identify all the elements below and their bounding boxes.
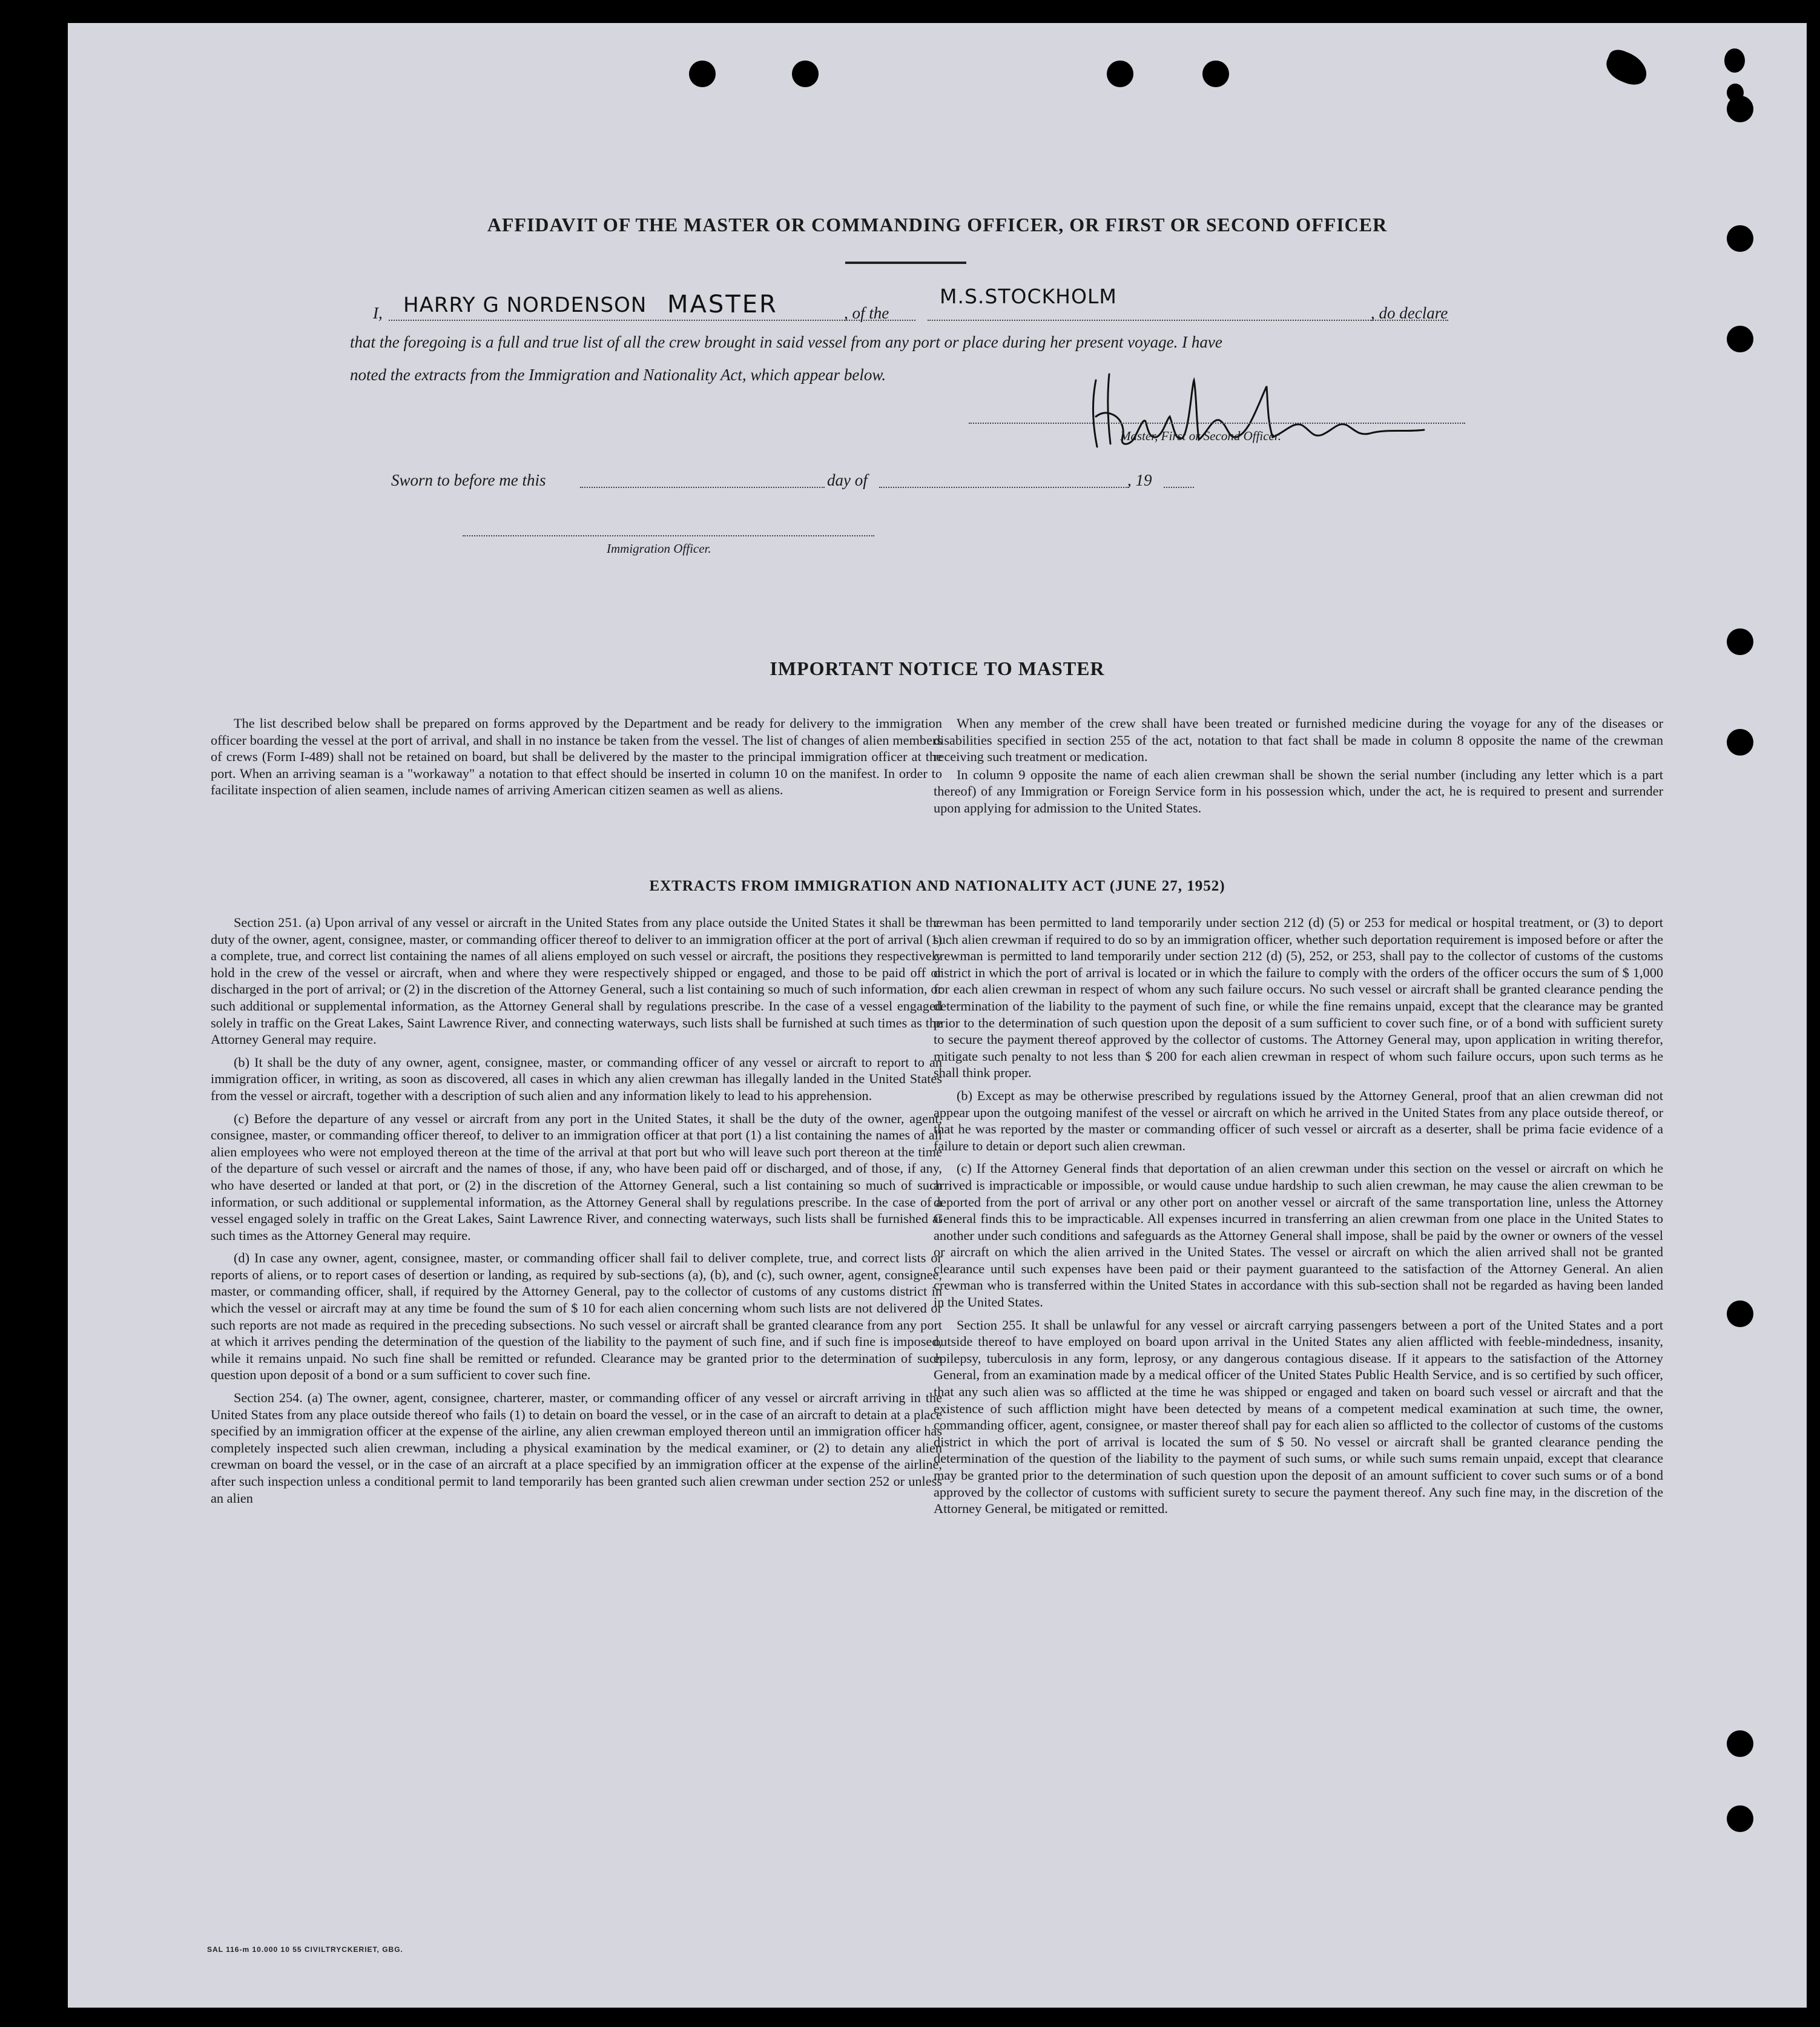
notice-right-column (934, 715, 1663, 823)
punch-hole (1727, 729, 1753, 756)
extract-paragraph: (d) In case any owner, agent, consignee, master, or commanding officer shall fail to deliver complete, true, and correct lists or reports of aliens, or to report cases of desertion or landing, as required by sub-sections (a), (b), and (c), such owner, agent, consignee, master, or commanding officer, shall, if required by the Attorney General, pay to the collector of customs of any customs district in which the vessel or aircraft may at any time be found the sum of $ 10 for each alien concerning whom such lists are not delivered or such reports are not made as required in the preceding subsections. No such vessel or aircraft shall be granted clearance from any port at which it arrives pending the determination of the question of the liability to the payment of such fine, and if such fine is imposed, while it remains unpaid. No such fine shall be remitted or refunded. Clearance may be granted prior to the determination of such question upon deposit of a bond or a sum sufficient to cover such fine. (211, 1250, 942, 1383)
punch-hole (1202, 61, 1229, 87)
punch-hole (1107, 61, 1133, 87)
punch-hole (1727, 1300, 1753, 1327)
notice-title: IMPORTANT NOTICE TO MASTER (770, 658, 1105, 679)
immigration-officer-line (463, 535, 874, 536)
title-divider (845, 262, 966, 264)
punch-hole (792, 61, 819, 87)
notice-paragraph: The list described below shall be prepared on forms approved by the Department and be ready for delivery to the immigration officer boarding the vessel at the port of arrival, and shall in no instance be taken from the vessel. The list of changes of alien members of crews (Form I-489) shall not be retained on board, but shall be delivered by the master to the principal immigration officer at the port. When an arriving seaman is a "workaway" a notation to that effect should be inserted in column 10 on the manifest. In order to facilitate inspection of alien seamen, include names of arriving American citizen seamen as well as aliens. (211, 716, 942, 798)
signature-line (969, 423, 1465, 424)
declarant-rank: MASTER (667, 291, 778, 318)
form-code: SAL 116-m 10.000 10 55 CIVILTRYCKERIET, GBG. (207, 1945, 403, 1954)
corner-smudge (1602, 47, 1652, 90)
document-sheet (68, 23, 1807, 2008)
punch-hole (1727, 1805, 1753, 1832)
punch-hole (1727, 1730, 1753, 1757)
corner-smudge (1724, 48, 1745, 73)
declarant-name: HARRY G NORDENSON (403, 293, 647, 317)
affidavit-line-2: that the foregoing is a full and true list of all the crew brought in said vessel from any port or place during her present voyage. I have (350, 333, 1222, 351)
punch-hole (689, 61, 716, 87)
master-signature (1085, 362, 1448, 459)
immigration-officer-caption: Immigration Officer. (607, 541, 711, 556)
sworn-year-line (1164, 487, 1194, 488)
extracts-left-column (211, 914, 942, 1512)
year-label: , 19 (1127, 471, 1152, 489)
punch-hole (1727, 326, 1753, 352)
of-the-label: , of the (844, 304, 889, 322)
extract-paragraph: (b) Except as may be otherwise prescribed by regulations issued by the Attorney General, proof that an alien crewman did not appear upon the outgoing manifest of the vessel or aircraft on which he arrived in the United States from any place outside thereof, or that he was reported by the master or commanding officer of such vessel or aircraft as a deserter, shall be prima facie evidence of a failure to detain or deport such alien crewman. (934, 1087, 1663, 1153)
extract-paragraph: (c) If the Attorney General finds that deportation of an alien crewman under this section on the vessel or aircraft on which he arrived is impracticable or impossible, or would cause undue hardship to such alien crewman, he may cause the alien crewman to be deported from the port of arrival or any other port on another vessel or aircraft of the same transportation line, unless the Attorney General finds this to be impracticable. All expenses incurred in transferring an alien crewman from one place in the United States to another under such conditions and safeguards as the Attorney General shall impose, shall be paid by the owner or owners of the vessel or aircraft on which the alien arrived in the United States. The vessel or aircraft on which the alien arrived shall not be granted clearance until such expenses have been paid or their payment guaranteed to the satisfaction of the Attorney General. An alien crewman who is transferred within the United States in accordance with this sub-section shall not be regarded as having been landed in the United States. (934, 1161, 1663, 1310)
notice-paragraph: In column 9 opposite the name of each alien crewman shall be shown the serial number (including any letter which is a part thereof) of any Immigration or Foreign Service form in his possession which, under the act, he is required to present and surrender upon applying for admission to the United States. (934, 766, 1663, 816)
extract-paragraph: Section 254. (a) The owner, agent, consignee, charterer, master, or commanding officer of any vessel or aircraft arriving in the United States from any place outside thereof who fails (1) to detain on board the vessel, or in the case of an aircraft to detain at a place specified by an immigration officer at the expense of the airline, any alien crewman employed thereon until an immigration officer has completely inspected such alien crewman, including a physical examination by the medical examiner, or (2) to detain any alien crewman on board the vessel, or in the case of an aircraft at a place specified by an immigration officer at the expense of the airline, after such inspection unless a conditional permit to land temporarily has been granted such alien crewman under section 252 or unless an alien (211, 1390, 942, 1506)
punch-hole (1727, 628, 1753, 655)
sworn-label: Sworn to before me this (391, 471, 546, 489)
sworn-month-line (879, 487, 1129, 488)
name-field-line (389, 320, 915, 321)
signature-caption: Master, First or Second Officer. (1120, 429, 1281, 443)
corner-smudge (1727, 84, 1744, 102)
extract-paragraph: Section 255. It shall be unlawful for any vessel or aircraft carrying passengers between a port of the United States and a port outside thereof to have employed on board upon arrival in the United States any alien afflicted with feeble-mindedness, insanity, epilepsy, tuberculosis in any form, leprosy, or any dangerous contagious disease. If it appears to the satisfaction of the Attorney General, from an examination made by a medical officer of the United States Public Health Service, and is so certified by such officer, that any such alien was so afflicted at the time he was shipped or engaged and taken on board such vessel or aircraft and that the existence of such affliction might have been detected by means of a competent medical examination at such time, the owner, commanding officer, agent, consignee, or master thereof shall pay for each alien so afflicted to the collector of customs of the customs district in which the port of arrival is located the sum of $ 50. No vessel or aircraft shall be granted clearance pending the determination of the question of the liability to the payment of such sums, or while such sums remain unpaid, except that clearance may be granted prior to the determination of such question upon the deposit of an amount sufficient to cover such sums or of a bond approved by the collector of customs with sufficient surety to secure the payment thereof. Any such fine may, in the discretion of the Attorney General, be mitigated or remitted. (934, 1317, 1663, 1517)
vessel-name: M.S.STOCKHOLM (940, 285, 1117, 308)
extract-paragraph: (c) Before the departure of any vessel or aircraft from any port in the United States, it shall be the duty of the owner, agent, consignee, master, or commanding officer thereof, to deliver to an immigration officer at that port (1) a list containing the names of all alien employees who were not employed thereon at the time of the arrival at that port but who will leave such port thereon at the time of the departure of such vessel or aircraft and the names of those, if any, who have been paid off or discharged, and of those, if any, who have deserted or landed at that port, or (2) in the discretion of the Attorney General, such a list containing so much of such information, or such additional or supplemental information, as the Attorney General shall by regulations prescribe. In the case of a vessel engaged solely in traffic on the Great Lakes, Saint Lawrence River, and connecting waterways, such lists shall be furnished at such times as the Attorney General may require. (211, 1110, 942, 1243)
affidavit-line-3: noted the extracts from the Immigration and Nationality Act, which appear below. (350, 366, 886, 384)
sworn-day-line (580, 487, 825, 488)
vessel-field-line (928, 320, 1448, 321)
notice-paragraph: When any member of the crew shall have been treated or furnished medicine during the voyage for any of the diseases or disabilities specified in section 255 of the act, notation to that fact shall be made in column 8 opposite the name of the crewman receiving such treatment or medication. (934, 716, 1663, 765)
extract-paragraph: crewman has been permitted to land temporarily under section 212 (d) (5) or 253 for medical or hospital treatment, or (3) to deport such alien crewman if required to do so by an immigration officer, whether such deportation requirement is imposed before or after the crewman is permitted to land temporarily under section 212 (d) (5), 252, or 253, shall pay to the collector of customs of the customs district in which the port of arrival is located or in which the failure to comply with the orders of the officer occurs the sum of $ 1,000 for each alien crewman in respect of whom any such failure occurs. No such vessel or aircraft shall be granted clearance pending the determination of the liability to the payment of such fine, or while the fine remains unpaid, except that the clearance may be granted prior to the determination of such question upon the deposit of a sum sufficient to cover such fine, or of a bond with sufficient surety to secure the payment thereof approved by the collector of customs. The Attorney General may, upon application in writing therefor, mitigate such penalty to not less than $ 200 for each alien crewman in respect of whom such failure occurs, upon such terms as he shall think proper. (934, 915, 1663, 1081)
affidavit-prefix: I, (373, 304, 383, 322)
affidavit-title: AFFIDAVIT OF THE MASTER OR COMMANDING OFFICER, OR FIRST OR SECOND OFFICER (487, 214, 1388, 236)
day-of-label: day of (827, 471, 868, 489)
notice-left-column (211, 715, 942, 805)
do-declare-label: , do declare (1371, 304, 1448, 322)
extracts-right-column (934, 914, 1663, 1523)
extract-paragraph: Section 251. (a) Upon arrival of any vessel or aircraft in the United States from any place outside the United States it shall be the duty of the owner, agent, consignee, master, or commanding officer thereof to deliver to an immigration officer at the port of arrival (1) a complete, true, and correct list containing the names of all aliens employed on such vessel or aircraft, the positions they respectively hold in the crew of the vessel or aircraft, when and where they were respectively shipped or engaged, and those to be paid off or discharged in the port of arrival; or (2) in the discretion of the Attorney General, such a list containing so much of such information, or such additional or supplemental information, as the Attorney General shall by regulations prescribe. In the case of a vessel engaged solely in traffic on the Great Lakes, Saint Lawrence River, and connecting waterways, such lists shall be furnished at such times as the Attorney General may require. (211, 915, 942, 1047)
extracts-title: EXTRACTS FROM IMMIGRATION AND NATIONALITY ACT (JUNE 27, 1952) (649, 878, 1225, 894)
extract-paragraph: (b) It shall be the duty of any owner, agent, consignee, master, or commanding officer of any vessel or aircraft to report to an immigration officer, in writing, as soon as discovered, all cases in which any alien crewman has illegally landed in the United States from the vessel or aircraft, together with a description of such alien and any information likely to lead to his apprehension. (211, 1054, 942, 1103)
